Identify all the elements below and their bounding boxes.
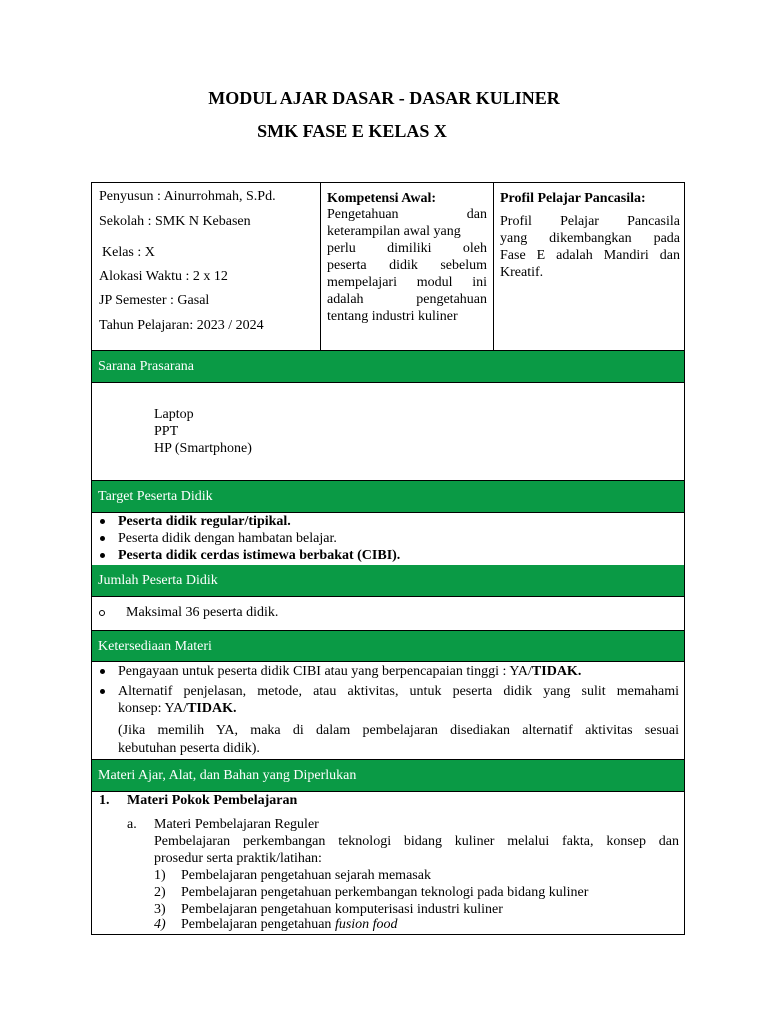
ketersediaan-item-2-line-1: Alternatif penjelasan, metode, atau aktivitas, untuk peserta didik yang sulit memahami	[118, 684, 679, 699]
target-item: Peserta didik dengan hambatan belajar.	[118, 531, 337, 546]
ketersediaan-item-2-bold: TIDAK.	[187, 701, 237, 716]
profil-heading: Profil Pelajar Pancasila:	[500, 191, 646, 206]
ketersediaan-item-2-line-2	[118, 700, 237, 717]
kompetensi-body	[327, 206, 487, 325]
kompetensi-line: keterampilan awal yang	[327, 224, 461, 239]
profil-line: yang dikembangkan pada	[500, 231, 680, 246]
ketersediaan-note-line-2: kebutuhan peserta didik).	[118, 741, 260, 756]
ketersediaan-item-2-text: konsep: YA/	[118, 701, 188, 716]
target-header: Target Peserta Didik	[92, 481, 684, 512]
materi-list-number: 4)	[154, 917, 166, 932]
kompetensi-line: adalah pengetahuan	[327, 292, 487, 307]
materi-sub-title: Materi Pembelajaran Reguler	[154, 817, 319, 832]
profil-body	[500, 213, 680, 281]
target-item: Peserta didik regular/tipikal.	[118, 514, 291, 529]
row-divider	[91, 596, 685, 597]
materi-pokok-title: Materi Pokok Pembelajaran	[127, 793, 298, 808]
alokasi-text: Alokasi Waktu : 2 x 12	[99, 269, 228, 284]
ketersediaan-header: Ketersediaan Materi	[92, 631, 684, 662]
row-divider	[91, 382, 685, 383]
materi-sub-label: a.	[127, 817, 137, 832]
document-title: MODUL AJAR DASAR - DASAR KULINER	[208, 88, 560, 108]
sarana-item: PPT	[154, 424, 179, 439]
bullet-icon	[100, 553, 105, 558]
bullet-icon	[100, 519, 105, 524]
bullet-icon	[100, 689, 105, 694]
sarana-header: Sarana Prasarana	[92, 351, 684, 382]
ketersediaan-item-1-text: Pengayaan untuk peserta didik CIBI atau yang berpencapaian tinggi : YA/	[118, 664, 532, 679]
materi-list-number: 3)	[154, 902, 166, 917]
materi-item4-italic: fusion food	[334, 917, 398, 932]
circle-bullet-icon	[99, 610, 105, 616]
ketersediaan-item-1	[118, 663, 581, 680]
materi-item4-text: Pembelajaran pengetahuan	[181, 917, 335, 932]
sarana-item: HP (Smartphone)	[154, 441, 252, 456]
penyusun-text: Penyusun : Ainurrohmah, S.Pd.	[99, 189, 276, 204]
jp-semester-text: JP Semester : Gasal	[99, 293, 210, 308]
materi-header: Materi Ajar, Alat, dan Bahan yang Diperlukan	[92, 760, 684, 791]
materi-list-number: 2)	[154, 885, 166, 900]
sarana-item: Laptop	[154, 407, 194, 422]
materi-list-number: 1)	[154, 868, 166, 883]
jumlah-item: Maksimal 36 peserta didik.	[126, 605, 279, 620]
materi-list-item	[181, 916, 398, 933]
kompetensi-heading: Kompetensi Awal:	[327, 191, 437, 206]
row-divider	[91, 661, 685, 662]
kompetensi-line: Pengetahuan dan	[327, 207, 487, 222]
ketersediaan-item-1-bold: TIDAK.	[531, 664, 582, 679]
profil-line: Profil Pelajar Pancasila	[500, 214, 680, 229]
kompetensi-line: peserta didik sebelum	[327, 258, 487, 273]
kompetensi-line: tentang industri kuliner	[327, 309, 458, 324]
info-divider-1	[320, 182, 321, 352]
kompetensi-line: perlu dimiliki oleh	[327, 241, 487, 256]
bullet-icon	[100, 536, 105, 541]
materi-desc-line-1: Pembelajaran perkembangan teknologi bidang kuliner melalui fakta, konsep dan	[154, 834, 679, 849]
sekolah-text: Sekolah : SMK N Kebasen	[99, 214, 251, 229]
document-subtitle: SMK FASE E KELAS X	[257, 121, 447, 141]
materi-list-item: Pembelajaran pengetahuan komputerisasi industri kuliner	[181, 902, 503, 917]
materi-desc-line-2: prosedur serta praktik/latihan:	[154, 851, 322, 866]
profil-line: Kreatif.	[500, 265, 544, 280]
bullet-icon	[100, 669, 105, 674]
target-item: Peserta didik cerdas istimewa berbakat (CIBI).	[118, 548, 401, 563]
info-divider-2	[493, 182, 494, 352]
ketersediaan-note-line-1: (Jika memilih YA, maka di dalam pembelajaran disediakan alternatif aktivitas sesuai	[118, 723, 679, 738]
materi-list-item: Pembelajaran pengetahuan perkembangan teknologi pada bidang kuliner	[181, 885, 589, 900]
materi-number: 1.	[99, 793, 110, 808]
tahun-pelajaran-text: Tahun Pelajaran: 2023 / 2024	[99, 318, 264, 333]
kompetensi-line: mempelajari modul ini	[327, 275, 487, 290]
materi-list-item: Pembelajaran pengetahuan sejarah memasak	[181, 868, 431, 883]
jumlah-header: Jumlah Peserta Didik	[92, 565, 684, 596]
profil-line: Fase E adalah Mandiri dan	[500, 248, 680, 263]
kelas-text: Kelas : X	[102, 245, 155, 260]
